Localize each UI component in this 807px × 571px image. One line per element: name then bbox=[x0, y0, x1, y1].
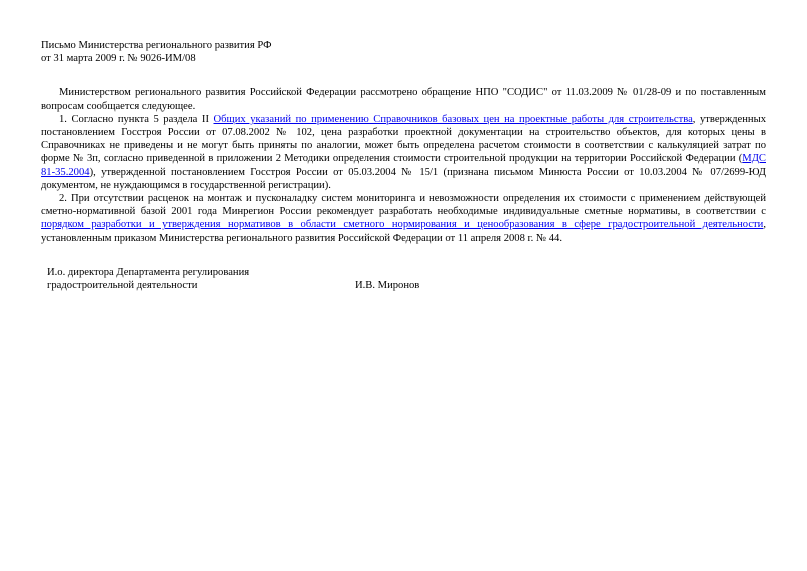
paragraph-1 bbox=[41, 113, 766, 192]
document-title: Письмо Министерства регионального развития РФ bbox=[41, 40, 272, 51]
signatory-title-line-1: И.о. директора Департамента регулирования bbox=[47, 266, 250, 278]
paragraph-2 bbox=[41, 192, 766, 245]
document-header bbox=[41, 39, 766, 65]
signature-block bbox=[41, 266, 766, 296]
signatory-title bbox=[47, 266, 249, 292]
link-general-guidelines[interactable]: Общих указаний по применению Справочников базовых цен на проектные работы для строительства bbox=[213, 113, 693, 125]
document-page bbox=[41, 39, 766, 296]
signatory-name: И.В. Миронов bbox=[355, 279, 420, 291]
paragraph-1-text-end: ), утвержденной постановлением Госстроя России от 05.03.2004 № 15/1 (признана письмом Минюста России от 10.03.2004 № 07/2699-ЮД документом, не нуждающимся в государственной регистрации). bbox=[41, 166, 766, 191]
document-date-number: от 31 марта 2009 г. № 9026-ИМ/08 bbox=[41, 53, 196, 65]
paragraph-1-text-middle: , утвержденных постановлением Госстроя России от 07.08.2002 № 102, цена разработки проектной документации на строительство объектов, для которых цены в Справочниках не приведены и не могут быть приняты по аналогии, может быть определена расчетом стоимости в соответствии с калькуляцией затрат по форме № 3п, согласно приведенной в приложении 2 Методики определения стоимости строительной продукции на территории Российской Федерации ( bbox=[41, 113, 766, 165]
document-body bbox=[41, 86, 766, 244]
signatory-title-line-2: градостроительной деятельности bbox=[47, 280, 198, 292]
intro-paragraph: Министерством регионального развития Российской Федерации рассмотрено обращение НПО "СОДИС" от 11.03.2009 № 01/28-09 и по поставленным вопросам сообщается следующее. bbox=[41, 87, 766, 112]
paragraph-2-text-end: , установленным приказом Министерства регионального развития Российской Федерации от 11 апреля 2008 г. № 44. bbox=[41, 219, 766, 244]
link-mds-81-35-2004[interactable]: МДС 81-35.2004 bbox=[41, 153, 766, 178]
link-norms-procedure[interactable]: порядком разработки и утверждения нормативов в области сметного нормирования и ценообразования в сфере градостроительной деятельности bbox=[41, 219, 764, 231]
paragraph-1-text-start: 1. Согласно пункта 5 раздела II bbox=[59, 113, 214, 125]
paragraph-2-text-start: 2. При отсутствии расценок на монтаж и пусконаладку систем мониторинга и невозможности определения их стоимости с применением действующей сметно-нормативной базой 2001 года Минрегион России рекомендует разработать необходимые индивидуальные сметные нормативы, в соответствии с bbox=[41, 193, 766, 218]
